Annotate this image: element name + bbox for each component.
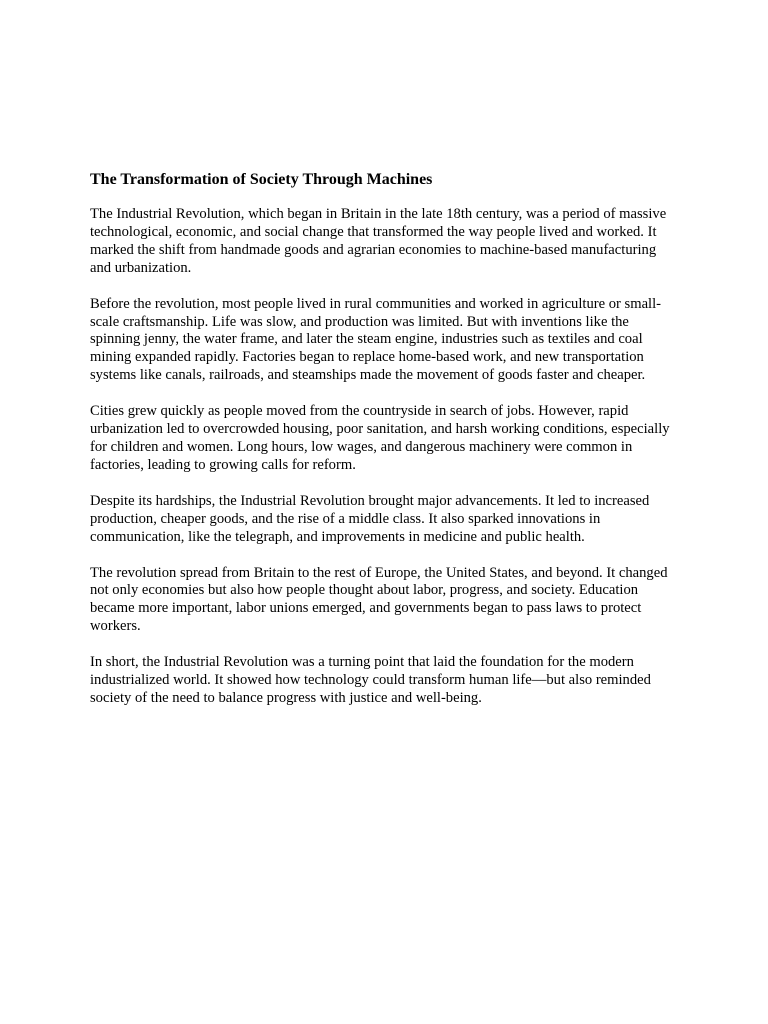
paragraph-before-revolution: Before the revolution, most people lived in rural communities and worked in agriculture or small-scale craftsmanship. Life was slow, and production was limited. But with inventions like the spinning jenny, the water frame, and later the steam engine, industries such as textiles and coal mining expanded rapidly. Factories began to replace home-based work, and new transportation systems like canals, railroads, and steamships made the movement of goods faster and cheaper.: [90, 295, 662, 384]
paragraph-spread: The revolution spread from Britain to the rest of Europe, the United States, and beyond. It changed not only economies but also how people thought about labor, progress, and society. Education became more important, labor unions emerged, and governments began to pass laws to protect workers.: [90, 564, 668, 635]
paragraph-advancements: Despite its hardships, the Industrial Revolution brought major advancements. It led to increased production, cheaper goods, and the rise of a middle class. It also sparked innovations in communication, like the telegraph, and improvements in medicine and public health.: [90, 492, 650, 545]
document-title: The Transformation of Society Through Machines: [90, 171, 433, 188]
document-page: [90, 170, 680, 726]
paragraph-intro: The Industrial Revolution, which began in Britain in the late 18th century, was a period of massive technological, economic, and social change that transformed the way people lived and worked. It marked the shift from handmade goods and agrarian economies to machine-based manufacturing and urbanization.: [90, 206, 667, 276]
paragraph-conclusion: In short, the Industrial Revolution was a turning point that laid the foundation for the modern industrialized world. It showed how technology could transform human life—but also reminded society of the need to balance progress with justice and well-being.: [90, 654, 651, 706]
paragraph-urbanization: Cities grew quickly as people moved from the countryside in search of jobs. However, rapid urbanization led to overcrowded housing, poor sanitation, and harsh working conditions, especially for children and women. Long hours, low wages, and dangerous machinery were common in factories, leading to growing calls for reform.: [90, 403, 670, 473]
